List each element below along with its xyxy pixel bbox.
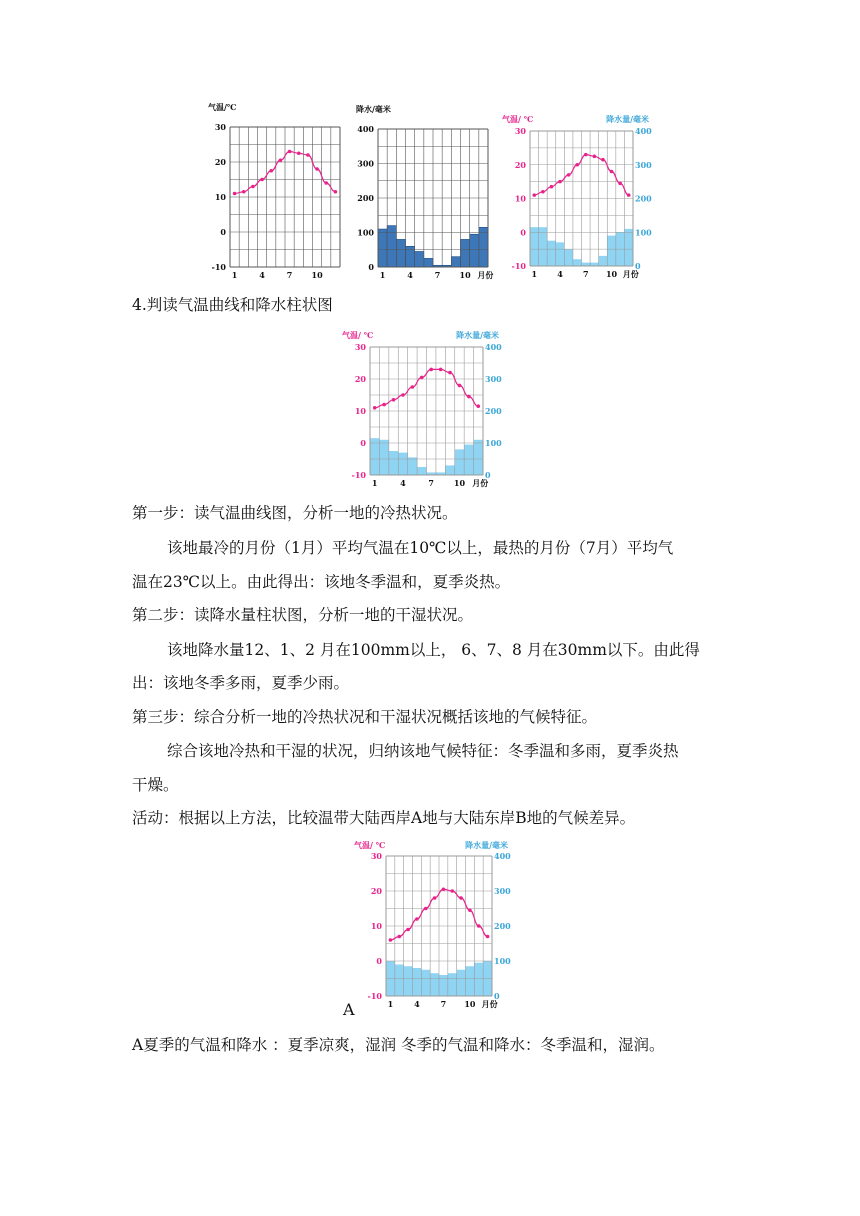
x-axis-tick-label: 4 bbox=[407, 270, 413, 280]
y-axis-tick-label: 20 bbox=[514, 159, 526, 170]
climate-chart-3 bbox=[500, 108, 670, 285]
temperature-chart-1 bbox=[200, 100, 350, 285]
y-axis-tick-label: 0 bbox=[368, 262, 374, 272]
x-axis-tick-label: 7 bbox=[286, 270, 293, 280]
temperature-point bbox=[373, 406, 377, 410]
step2-heading: 第二步：读降水量柱状图，分析一地的干湿状况。 bbox=[132, 606, 474, 624]
temperature-point bbox=[411, 385, 415, 389]
y-axis-right-tick-label: 400 bbox=[485, 342, 502, 352]
temperature-point bbox=[442, 887, 446, 891]
x-axis-tick-label: 10 bbox=[453, 478, 466, 488]
temperature-point bbox=[618, 182, 622, 186]
y-axis-tick-label: 200 bbox=[357, 193, 374, 203]
x-axis-tick-label: 10 bbox=[311, 270, 323, 280]
y-axis-label-right: 降水量/毫米 bbox=[606, 114, 649, 124]
temperature-point bbox=[448, 371, 452, 375]
x-axis-tick-label: 1 bbox=[531, 269, 538, 279]
climate-chart-4 bbox=[340, 326, 515, 496]
precipitation-bar bbox=[415, 251, 424, 267]
y-axis-right-tick-label: 300 bbox=[494, 886, 511, 896]
x-axis-tick-label: 7 bbox=[434, 270, 441, 280]
temperature-point bbox=[610, 170, 614, 174]
precipitation-bar bbox=[590, 263, 599, 266]
precipitation-bar bbox=[547, 241, 556, 266]
x-axis-unit-label: 月份 bbox=[472, 478, 489, 488]
temperature-point bbox=[269, 169, 273, 173]
temperature-point bbox=[392, 398, 396, 402]
section-heading-4: 4.判读气温曲线和降水柱状图 bbox=[132, 296, 333, 314]
x-axis-unit-label: 月份 bbox=[481, 999, 498, 1009]
precipitation-bar bbox=[451, 257, 460, 267]
y-axis-label: 降水/毫米 bbox=[356, 104, 391, 114]
y-axis-tick-label: -10 bbox=[367, 991, 382, 1001]
x-axis-tick-label: 4 bbox=[259, 270, 265, 280]
y-axis-right-tick-label: 300 bbox=[485, 374, 502, 384]
x-axis-tick-label: 7 bbox=[583, 269, 589, 279]
x-axis-tick-label: 7 bbox=[440, 999, 447, 1009]
y-axis-right-tick-label: 0 bbox=[635, 261, 641, 271]
x-axis-tick-label: 4 bbox=[557, 269, 563, 279]
temperature-point bbox=[558, 180, 562, 184]
precipitation-bar bbox=[470, 234, 479, 267]
y-axis-tick-label: 30 bbox=[370, 851, 382, 861]
step3-paragraph-line1: 综合该地冷热和干湿的状况，归纳该地气候特征：冬季温和多雨，夏季炎热 bbox=[167, 742, 679, 760]
climate-chart-a-svg bbox=[352, 838, 527, 1018]
climate-chart-3-svg bbox=[500, 108, 670, 285]
y-axis-tick-label: 400 bbox=[357, 124, 374, 134]
precipitation-bar bbox=[387, 226, 396, 267]
precipitation-bar bbox=[424, 258, 433, 267]
x-axis-tick-label: 4 bbox=[414, 999, 420, 1009]
precipitation-bar bbox=[398, 453, 407, 475]
y-axis-tick-label: 0 bbox=[220, 227, 226, 237]
precipitation-bar bbox=[448, 973, 457, 996]
activity-text: 活动：根据以上方法，比较温带大陆西岸A地与大陆东岸B地的气候差异。 bbox=[132, 809, 636, 827]
y-axis-tick-label: 10 bbox=[354, 406, 366, 416]
precipitation-bar bbox=[439, 975, 448, 996]
step1-paragraph-line1: 该地最冷的月份（1月）平均气温在10℃以上，最热的月份（7月）平均气 bbox=[167, 539, 674, 557]
precipitation-bar bbox=[417, 467, 426, 475]
precipitation-bar bbox=[599, 256, 608, 266]
temperature-point bbox=[279, 158, 283, 162]
precipitation-bar bbox=[474, 963, 483, 996]
precipitation-bar bbox=[624, 229, 633, 266]
temperature-point bbox=[406, 928, 410, 932]
temperature-point bbox=[575, 163, 579, 167]
x-axis-unit-label: 月份 bbox=[477, 270, 494, 280]
temperature-point bbox=[567, 173, 571, 177]
precipitation-bar bbox=[395, 965, 404, 997]
precipitation-bar bbox=[530, 227, 539, 266]
precipitation-bar bbox=[445, 465, 454, 475]
temperature-point bbox=[439, 368, 443, 372]
x-axis-tick-label: 1 bbox=[371, 478, 378, 488]
temperature-point bbox=[382, 403, 386, 407]
temperature-point bbox=[458, 384, 462, 388]
temperature-point bbox=[242, 190, 246, 194]
precipitation-chart-2 bbox=[350, 100, 500, 285]
temperature-point bbox=[476, 404, 480, 408]
temperature-point bbox=[415, 917, 419, 921]
temperature-point bbox=[601, 158, 605, 162]
chart-a-label: A bbox=[343, 1000, 355, 1019]
precipitation-bar bbox=[479, 227, 488, 267]
precipitation-bar bbox=[556, 242, 565, 266]
y-axis-right-tick-label: 0 bbox=[485, 470, 491, 480]
step2-paragraph-line1: 该地降水量12、1、2 月在100mm以上， 6、7、8 月在30mm以下。由此得 bbox=[167, 641, 700, 659]
temperature-point bbox=[420, 376, 424, 380]
precipitation-bar bbox=[389, 451, 398, 475]
temperature-point bbox=[477, 924, 481, 928]
precipitation-bar bbox=[457, 970, 466, 996]
temperature-point bbox=[433, 896, 437, 900]
y-axis-right-tick-label: 100 bbox=[635, 227, 652, 238]
y-axis-right-tick-label: 300 bbox=[635, 159, 652, 170]
precipitation-bar bbox=[573, 259, 582, 266]
x-axis-tick-label: 1 bbox=[387, 999, 394, 1009]
climate-chart-a bbox=[352, 838, 527, 1018]
x-axis-tick-label: 1 bbox=[231, 270, 238, 280]
precipitation-bar bbox=[408, 457, 417, 475]
precipitation-bar bbox=[396, 239, 405, 267]
step3-paragraph-line2: 干燥。 bbox=[132, 776, 179, 794]
y-axis-tick-label: 10 bbox=[514, 193, 526, 204]
temperature-point bbox=[297, 151, 301, 155]
step1-heading: 第一步：读气温曲线图，分析一地的冷热状况。 bbox=[132, 504, 458, 522]
y-axis-label-left: 气温/ ℃ bbox=[354, 840, 386, 850]
y-axis-tick-label: 0 bbox=[360, 438, 366, 448]
precipitation-bar bbox=[421, 970, 430, 996]
y-axis-right-tick-label: 100 bbox=[485, 438, 502, 448]
x-axis-tick-label: 10 bbox=[605, 269, 618, 279]
precipitation-bar bbox=[379, 440, 388, 475]
x-axis-unit-label: 月份 bbox=[622, 269, 639, 279]
precipitation-bar bbox=[466, 966, 475, 996]
y-axis-tick-label: 20 bbox=[354, 374, 366, 384]
precipitation-bar bbox=[582, 263, 591, 266]
temperature-point bbox=[468, 908, 472, 912]
y-axis-tick-label: -10 bbox=[211, 262, 226, 272]
climate-chart-4-svg bbox=[340, 326, 515, 496]
y-axis-right-tick-label: 100 bbox=[494, 956, 511, 966]
x-axis-tick-label: 10 bbox=[464, 999, 476, 1009]
y-axis-tick-label: 0 bbox=[376, 956, 382, 966]
precipitation-bar bbox=[461, 239, 470, 267]
temperature-point bbox=[324, 181, 328, 185]
x-axis-tick-label: 4 bbox=[400, 478, 406, 488]
temperature-point bbox=[627, 193, 631, 197]
temperature-point bbox=[450, 889, 454, 893]
precipitation-bar bbox=[413, 968, 422, 996]
precipitation-bar bbox=[539, 227, 548, 266]
x-axis-tick-label: 10 bbox=[459, 270, 471, 280]
precipitation-bar bbox=[406, 246, 415, 267]
temperature-point bbox=[401, 393, 405, 397]
temperature-point bbox=[584, 153, 588, 157]
y-axis-right-tick-label: 200 bbox=[635, 193, 652, 204]
y-axis-tick-label: 0 bbox=[520, 227, 526, 238]
precipitation-chart-2-svg bbox=[350, 100, 500, 285]
temperature-point bbox=[467, 395, 471, 399]
precipitation-bar bbox=[464, 445, 473, 475]
y-axis-right-tick-label: 200 bbox=[494, 921, 511, 931]
precipitation-bar bbox=[564, 249, 573, 266]
temperature-point bbox=[397, 935, 401, 939]
temperature-point bbox=[550, 185, 554, 189]
temperature-point bbox=[429, 368, 433, 372]
temperature-chart-1-svg bbox=[200, 100, 350, 285]
y-axis-tick-label: 30 bbox=[514, 126, 526, 136]
x-axis-tick-label: 7 bbox=[428, 478, 434, 488]
temperature-point bbox=[389, 938, 393, 942]
y-axis-tick-label: 30 bbox=[214, 122, 226, 132]
y-axis-label: 气温/℃ bbox=[208, 102, 237, 112]
answer-text: A夏季的气温和降水 ：夏季凉爽，湿润 冬季的气温和降水：冬季温和，湿润。 bbox=[132, 1036, 665, 1054]
y-axis-tick-label: 100 bbox=[357, 227, 374, 238]
y-axis-tick-label: -10 bbox=[351, 470, 366, 480]
temperature-point bbox=[459, 896, 463, 900]
temperature-point bbox=[315, 167, 319, 171]
temperature-point bbox=[532, 193, 536, 197]
y-axis-tick-label: 300 bbox=[357, 158, 374, 169]
y-axis-label-left: 气温/ ℃ bbox=[502, 114, 534, 124]
temperature-point bbox=[251, 185, 255, 189]
y-axis-right-tick-label: 0 bbox=[494, 991, 500, 1001]
step2-paragraph-line2: 出：该地冬季多雨，夏季少雨。 bbox=[132, 674, 350, 692]
temperature-point bbox=[288, 150, 292, 154]
y-axis-label-right: 降水量/毫米 bbox=[456, 330, 499, 340]
step1-paragraph-line2: 温在23℃以上。由此得出：该地冬季温和，夏季炎热。 bbox=[132, 573, 511, 591]
temperature-point bbox=[306, 153, 310, 157]
precipitation-bar bbox=[430, 973, 439, 996]
y-axis-tick-label: 10 bbox=[214, 192, 226, 202]
y-axis-right-tick-label: 400 bbox=[494, 851, 511, 861]
y-axis-tick-label: 20 bbox=[370, 886, 382, 896]
temperature-point bbox=[260, 178, 264, 182]
precipitation-bar bbox=[455, 449, 464, 475]
y-axis-tick-label: 20 bbox=[214, 157, 226, 167]
precipitation-bar bbox=[404, 966, 413, 996]
y-axis-tick-label: -10 bbox=[511, 261, 526, 271]
temperature-point bbox=[486, 935, 490, 939]
temperature-point bbox=[541, 190, 545, 194]
precipitation-bar bbox=[378, 229, 387, 267]
temperature-point bbox=[424, 907, 428, 911]
precipitation-bar bbox=[607, 236, 616, 266]
y-axis-label-right: 降水量/毫米 bbox=[465, 840, 508, 850]
y-axis-tick-label: 10 bbox=[370, 921, 382, 931]
precipitation-bar bbox=[370, 438, 379, 475]
temperature-point bbox=[334, 190, 338, 194]
x-axis-tick-label: 1 bbox=[379, 270, 386, 280]
y-axis-tick-label: 30 bbox=[354, 342, 366, 352]
precipitation-bar bbox=[474, 440, 483, 475]
temperature-point bbox=[233, 192, 237, 196]
temperature-point bbox=[593, 155, 597, 159]
step3-heading: 第三步：综合分析一地的冷热状况和干湿状况概括该地的气候特征。 bbox=[132, 708, 598, 726]
y-axis-right-tick-label: 200 bbox=[485, 406, 502, 416]
y-axis-right-tick-label: 400 bbox=[635, 126, 652, 136]
y-axis-label-left: 气温/ ℃ bbox=[342, 330, 374, 340]
